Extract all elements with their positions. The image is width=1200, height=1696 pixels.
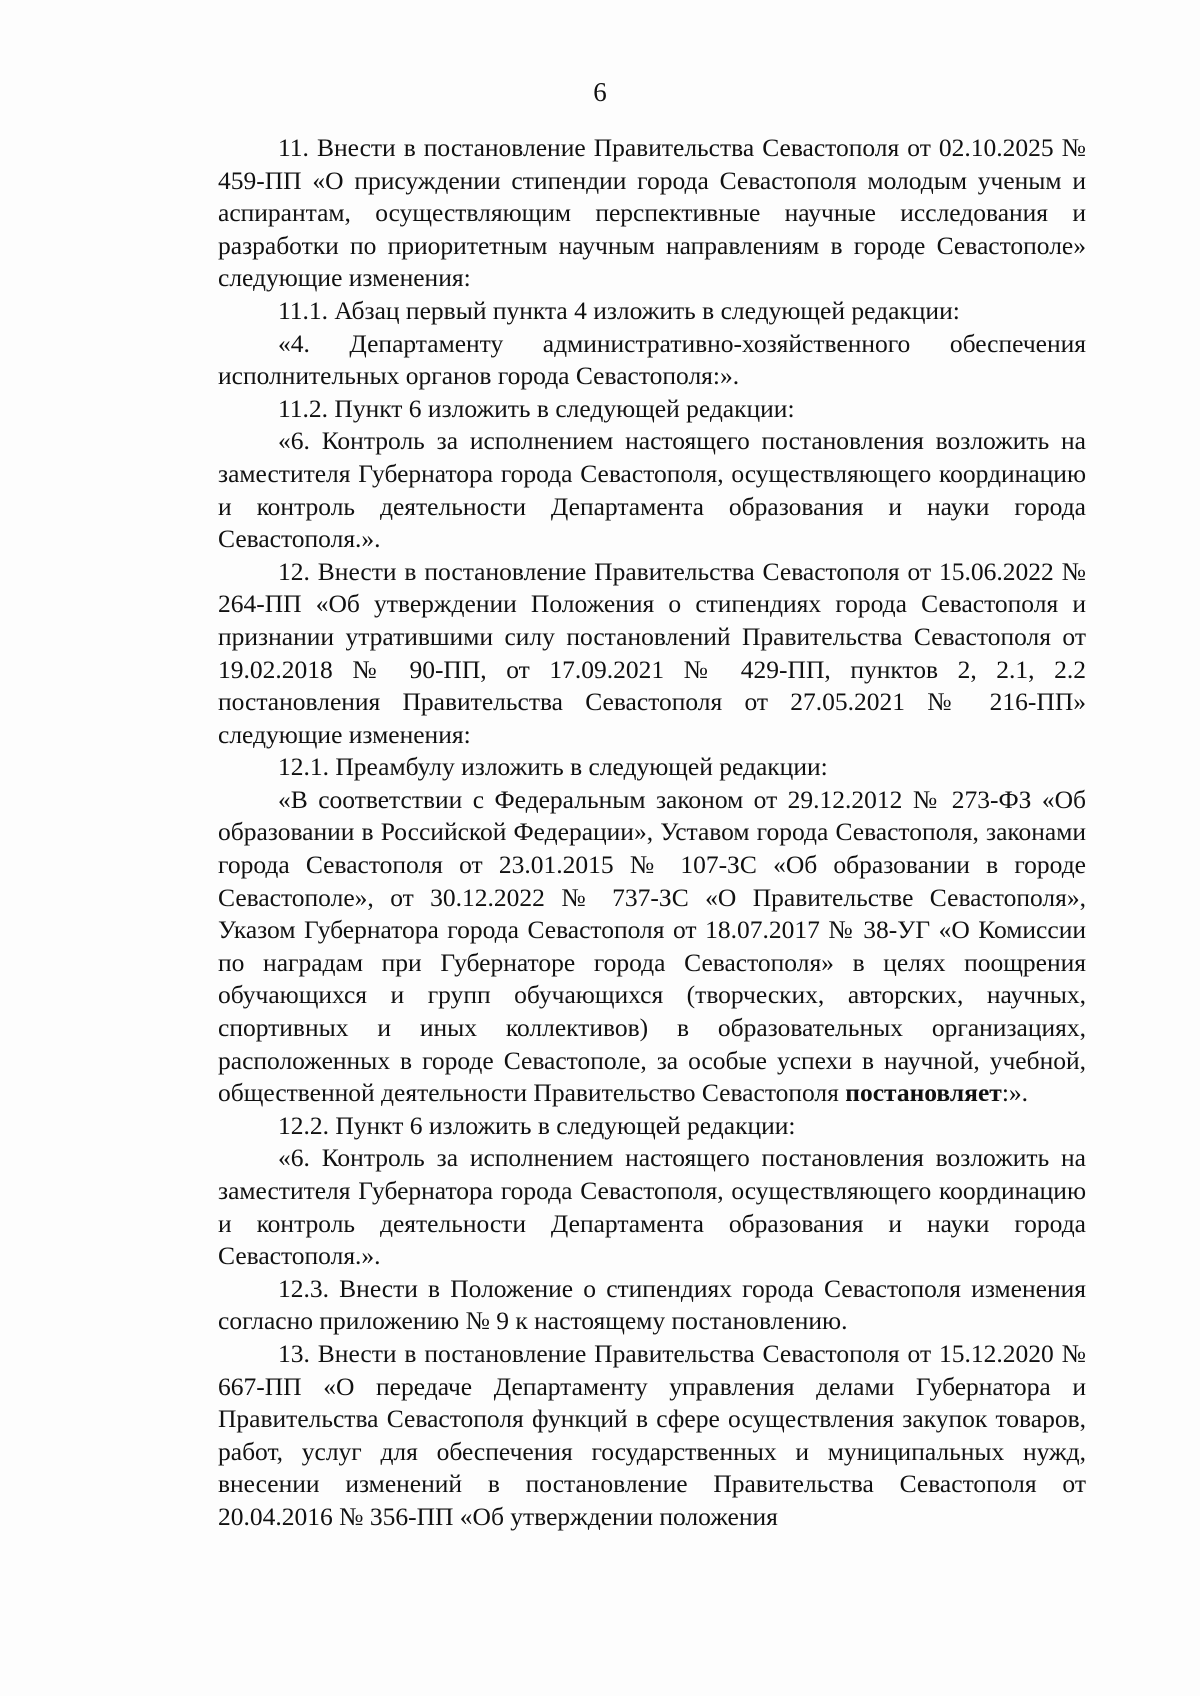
paragraph-12: 12. Внести в постановление Правительства Севастополя от 15.06.2022 № 264-ПП «Об утверждении Положения о стипендиях города Севастополя и признании утратившими силу постановлений Правительства Севастополя от 19.02.2018 № 90-ПП, от 17.09.2021 № 429-ПП, пунктов 2, 2.1, 2.2 постановления Правительства Севастополя от 27.05.2021 № 216-ПП» следующие изменения: [218, 556, 1086, 749]
preamble-text: «В соответствии с Федеральным законом от 29.12.2012 № 273-ФЗ «Об образовании в Российской Федерации», Уставом города Севастополя, законами города Севастополя от 23.01.2015 № 107-ЗС «Об образовании в городе Севастополе», от 30.12.2022 № 737-ЗС «О Правительстве Севастополя», Указом Губернатора города Севастополя от 18.07.2017 № 38-УГ «О Комиссии по наградам при Губернаторе города Севастополя» в целях поощрения обучающихся и групп обучающихся (творческих, авторских, научных, спортивных и иных коллективов) в образовательных организациях, расположенных в городе Севастополе, за особые успехи в научной, учебной, общественной деятельности Правительство Севастополя [218, 784, 1086, 1108]
paragraph-12-1-preamble [218, 784, 1086, 1110]
document-body [218, 132, 1086, 1534]
paragraph-11-1-text: «4. Департаменту административно-хозяйственного обеспечения исполнительных органов города Севастополя:». [218, 328, 1086, 391]
page-number: 6 [593, 77, 607, 107]
paragraph-12-1: 12.1. Преамбулу изложить в следующей редакции: [278, 752, 828, 782]
preamble-ending: :». [1001, 1078, 1029, 1108]
paragraph-11: 11. Внести в постановление Правительства Севастополя от 02.10.2025 № 459-ПП «О присуждении стипендии города Севастополя молодым ученым и аспирантам, осуществляющим перспективные научные исследования и разработки по приоритетным научным направлениям в городе Севастополе» следующие изменения: [218, 133, 1086, 293]
paragraph-11-2-text: «6. Контроль за исполнением настоящего постановления возложить на заместителя Губернатора города Севастополя, осуществляющего координацию и контроль деятельности Департамента образования и науки города Севастополя.». [218, 426, 1086, 554]
paragraph-11-1: 11.1. Абзац первый пункта 4 изложить в следующей редакции: [278, 295, 960, 325]
paragraph-13: 13. Внести в постановление Правительства Севастополя от 15.12.2020 № 667-ПП «О передаче Департаменту управления делами Губернатора и Правительства Севастополя функций в сфере осуществления закупок товаров, работ, услуг для обеспечения государственных и муниципальных нужд, внесении изменений в постановление Правительства Севастополя от 20.04.2016 № 356-ПП «Об утверждении положения [218, 1338, 1086, 1531]
paragraph-12-3: 12.3. Внести в Положение о стипендиях города Севастополя изменения согласно приложению № 9 к настоящему постановлению. [218, 1273, 1086, 1336]
preamble-bold-word: постановляет [845, 1078, 1002, 1108]
paragraph-11-2: 11.2. Пункт 6 изложить в следующей редакции: [278, 393, 795, 423]
paragraph-12-2: 12.2. Пункт 6 изложить в следующей редакции: [278, 1110, 796, 1140]
paragraph-12-2-text: «6. Контроль за исполнением настоящего постановления возложить на заместителя Губернатора города Севастополя, осуществляющего координацию и контроль деятельности Департамента образования и науки города Севастополя.». [218, 1143, 1086, 1271]
